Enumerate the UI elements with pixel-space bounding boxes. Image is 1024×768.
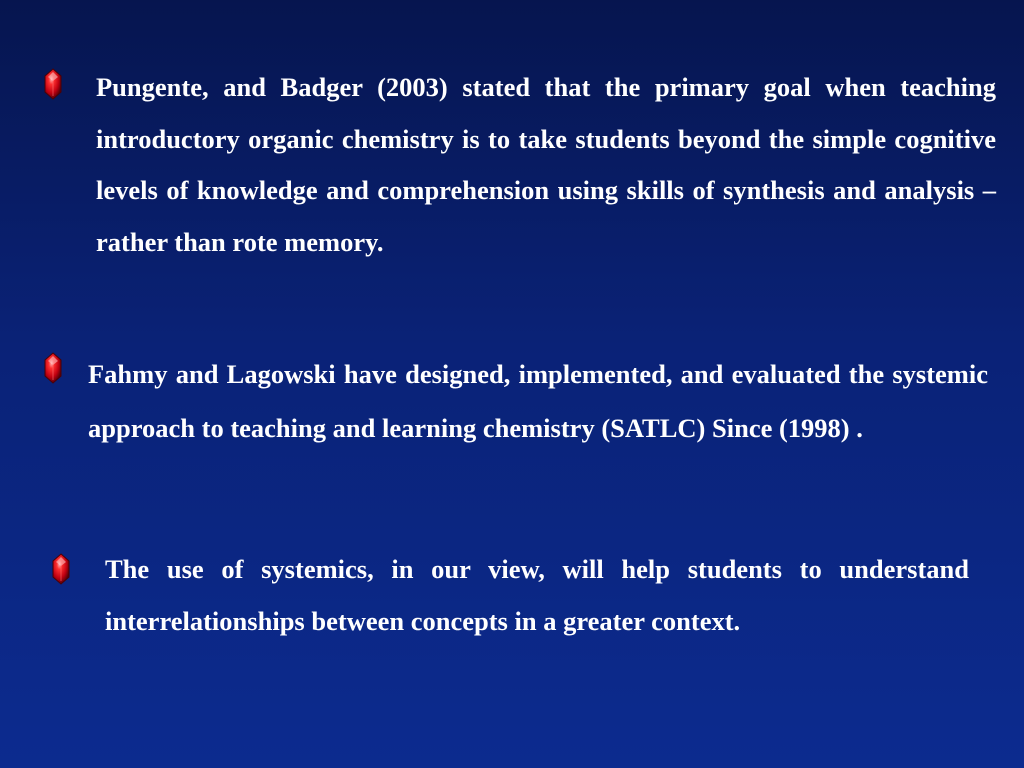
red-gem-bullet-icon — [42, 68, 64, 100]
bullet-text: Pungente, and Badger (2003) stated that the primary goal when teaching introductory organic chemistry is to take students beyond the simple cognitive levels of knowledge and comprehension using skills of synthesis and analysis – rather than rote memory. — [96, 72, 996, 257]
bullet-text: The use of systemics, in our view, will help students to understand interrelationships between concepts in a greater context. — [105, 554, 969, 636]
red-gem-bullet-icon — [42, 352, 64, 384]
red-gem-bullet-icon — [50, 553, 72, 585]
bullet-text: Fahmy and Lagowski have designed, implemented, and evaluated the systemic approach to teaching and learning chemistry (SATLC) Since (1998) . — [88, 359, 988, 443]
